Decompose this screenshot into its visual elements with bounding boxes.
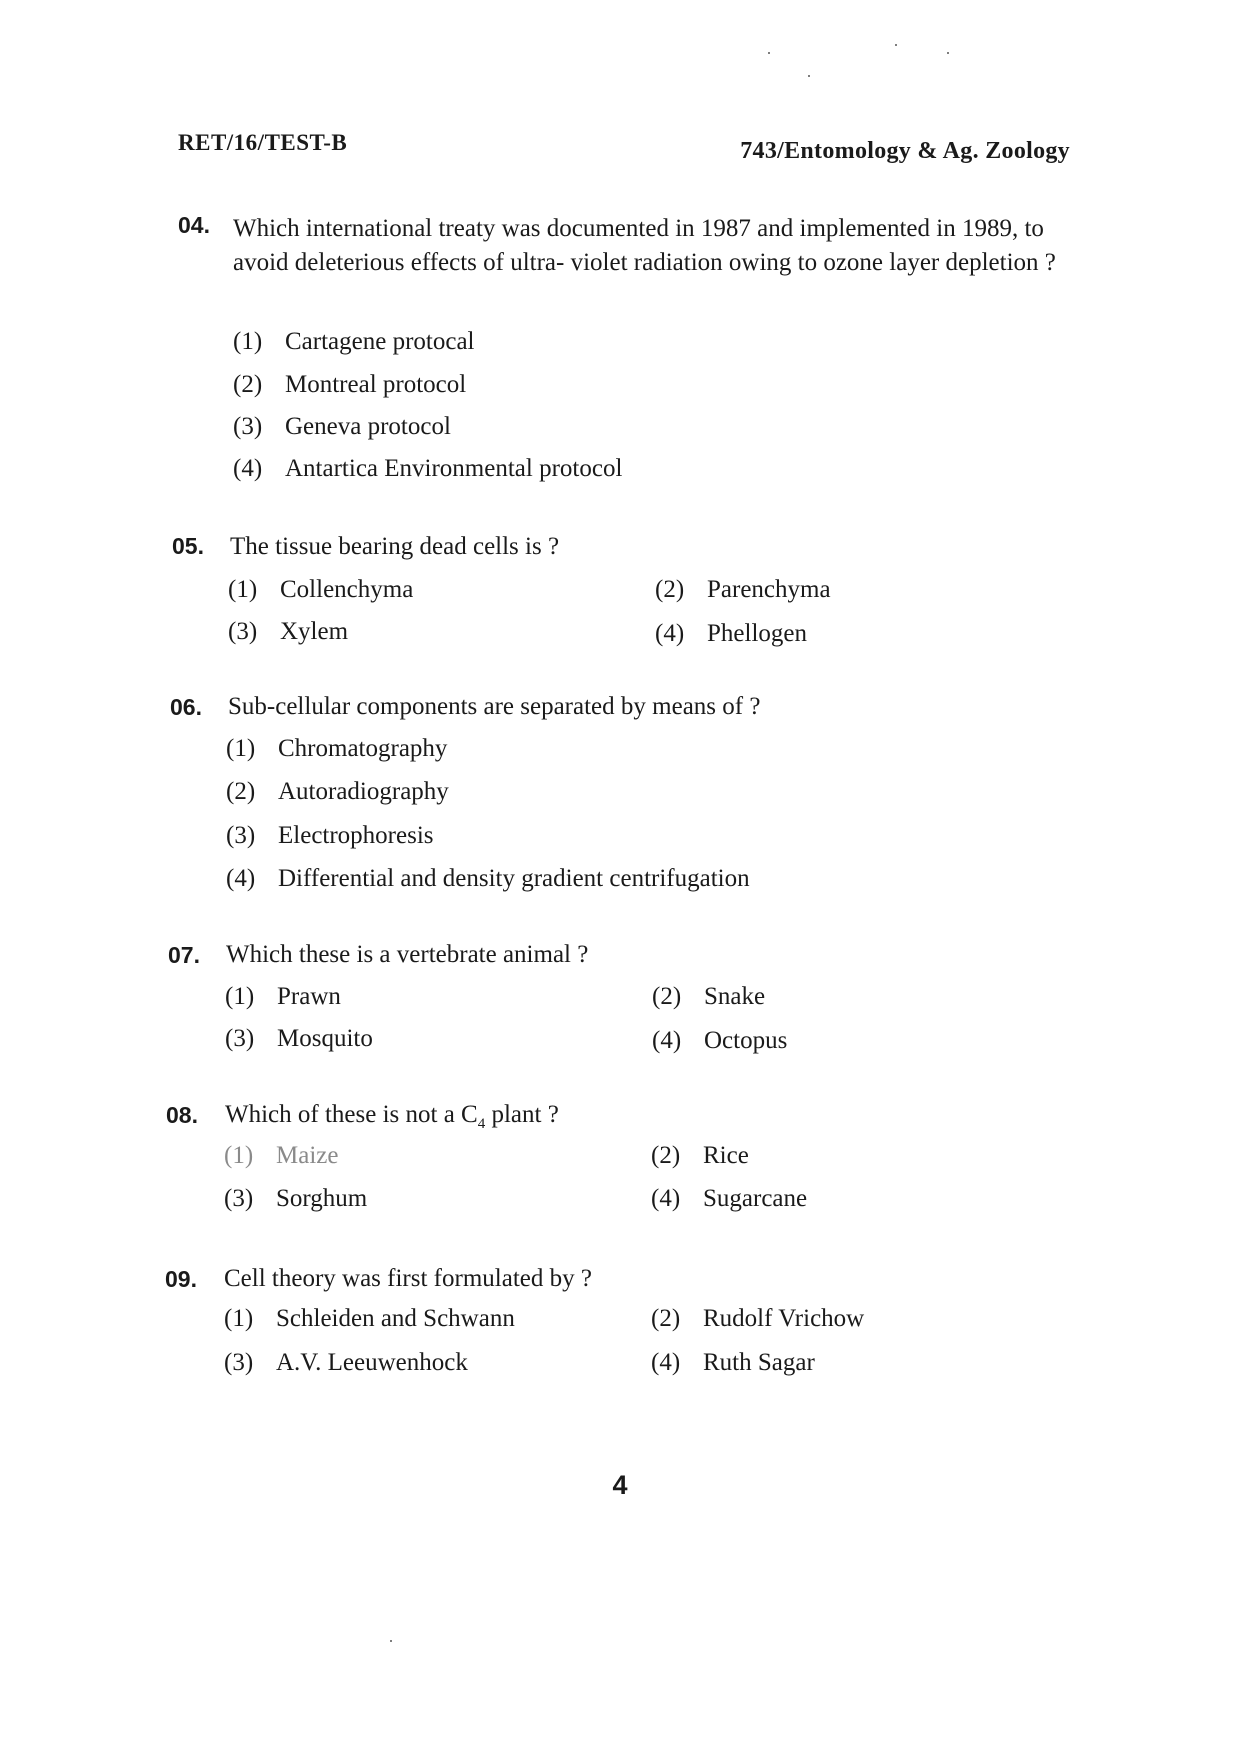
question-number: 09.: [165, 1266, 197, 1292]
option-label: Maize: [276, 1142, 339, 1169]
option-label: Antartica Environmental protocol: [285, 455, 623, 482]
option-3[interactable]: [226, 822, 434, 850]
option-label: Octopus: [704, 1027, 788, 1054]
option-3[interactable]: [225, 1025, 373, 1053]
option-label: Rice: [703, 1142, 749, 1169]
option-number: (3): [228, 618, 258, 645]
option-number: (4): [226, 865, 256, 892]
option-label: Phellogen: [707, 620, 807, 647]
option-4[interactable]: [651, 1349, 815, 1377]
option-number: (1): [233, 328, 263, 355]
option-label: A.V. Leeuwenhock: [276, 1349, 468, 1376]
option-4[interactable]: [233, 455, 622, 483]
option-1[interactable]: [224, 1305, 515, 1333]
page-number: 4: [612, 1470, 628, 1500]
option-number: (1): [228, 576, 258, 603]
option-2[interactable]: [651, 1305, 864, 1333]
option-label: Schleiden and Schwann: [276, 1305, 515, 1332]
option-4[interactable]: [655, 620, 807, 648]
option-4[interactable]: [652, 1027, 787, 1055]
option-label: Sugarcane: [703, 1185, 808, 1212]
option-3[interactable]: [224, 1185, 367, 1213]
option-3[interactable]: [233, 413, 451, 441]
option-number: (4): [652, 1027, 682, 1054]
option-label: Snake: [704, 983, 766, 1010]
option-number: (2): [226, 778, 256, 805]
subject-title: 743/Entomology & Ag. Zoology: [740, 138, 1070, 164]
option-label: Mosquito: [277, 1025, 373, 1052]
question-number: 04.: [178, 212, 210, 238]
option-number: (4): [233, 455, 263, 482]
question-text: [225, 1098, 1085, 1141]
option-1[interactable]: [228, 576, 413, 604]
option-number: (2): [652, 983, 682, 1010]
option-number: (4): [651, 1185, 681, 1212]
option-label: Prawn: [277, 983, 341, 1010]
option-2[interactable]: [655, 576, 831, 604]
subscript: 4: [477, 1116, 486, 1132]
option-3[interactable]: [224, 1349, 468, 1377]
option-1[interactable]: [224, 1142, 338, 1170]
option-label: Sorghum: [276, 1185, 368, 1212]
option-label: Parenchyma: [707, 576, 831, 603]
option-label: Montreal protocol: [285, 371, 467, 398]
option-2[interactable]: [651, 1142, 749, 1170]
question-text: Sub-cellular components are separated by means of ?: [228, 693, 761, 720]
question-number: 07.: [168, 942, 200, 968]
option-label: Autoradiography: [278, 778, 449, 805]
question-text: Which these is a vertebrate animal ?: [226, 941, 589, 968]
option-number: (4): [655, 620, 685, 647]
paper-code: RET/16/TEST-B: [178, 130, 348, 155]
option-1[interactable]: [226, 735, 447, 763]
option-label: Electrophoresis: [278, 822, 434, 849]
option-1[interactable]: [233, 328, 475, 356]
option-2[interactable]: [226, 778, 449, 806]
option-label: Geneva protocol: [285, 413, 451, 440]
question-text-main: Which of these is not a C: [225, 1101, 478, 1128]
question-number: 05.: [172, 533, 204, 559]
option-number: (3): [233, 413, 263, 440]
question-text: Cell theory was first formulated by ?: [224, 1265, 592, 1292]
option-number: (2): [655, 576, 685, 603]
option-4[interactable]: [651, 1185, 807, 1213]
option-number: (4): [651, 1349, 681, 1376]
option-2[interactable]: [652, 983, 765, 1011]
option-number: (1): [226, 735, 256, 762]
option-2[interactable]: [233, 371, 466, 399]
option-label: Xylem: [280, 618, 349, 645]
option-number: (3): [224, 1349, 254, 1376]
question-text-tail: plant ?: [485, 1101, 559, 1128]
question-text: The tissue bearing dead cells is ?: [230, 533, 560, 560]
option-1[interactable]: [225, 983, 341, 1011]
option-label: Ruth Sagar: [703, 1349, 815, 1376]
option-label: Cartagene protocal: [285, 328, 475, 355]
option-label: Collenchyma: [280, 576, 414, 603]
option-number: (2): [651, 1142, 681, 1169]
option-number: (3): [226, 822, 256, 849]
option-label: Differential and density gradient centrifugation: [278, 865, 750, 892]
question-text: Which international treaty was documented in 1987 and implemented in 1989, to avoid deleterious effects of ultra- violet radiation owing to ozone layer depletion ?: [233, 215, 1056, 276]
option-label: Rudolf Vrichow: [703, 1305, 865, 1332]
option-number: (3): [224, 1185, 254, 1212]
option-number: (1): [224, 1142, 254, 1169]
option-4[interactable]: [226, 865, 750, 893]
question-number: 06.: [170, 694, 202, 720]
question-number: 08.: [166, 1102, 198, 1128]
option-number: (2): [651, 1305, 681, 1332]
option-label: Chromatography: [278, 735, 448, 762]
option-3[interactable]: [228, 618, 348, 646]
option-number: (2): [233, 371, 263, 398]
option-number: (3): [225, 1025, 255, 1052]
option-number: (1): [225, 983, 255, 1010]
option-number: (1): [224, 1305, 254, 1332]
